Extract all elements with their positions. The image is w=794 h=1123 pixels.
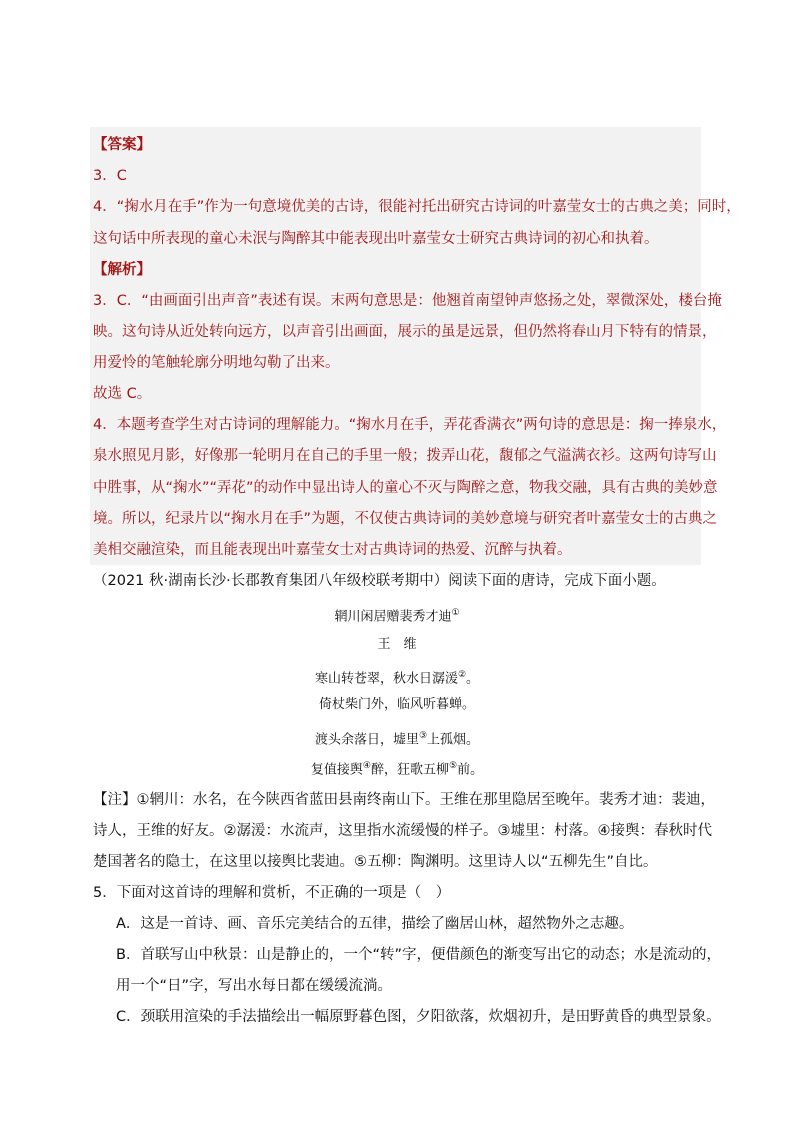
analysis-3-line: 3．C．“由画面引出声音”表述有误。末两句意思是：他翘首南望钟声悠扬之处，翠微深处，楼台掩 [93,293,722,309]
poem-text: 上孤烟。 [427,732,480,748]
poem-line-4 [0,757,794,779]
poem-line-2: 倚杖柴门外，临风听暮蝉。 [318,697,475,712]
analysis-heading: 【解析】 [93,262,151,278]
answer-4-line: 这句话中所表现的童心未泯与陶醉其中能表现出叶嘉莹女士研究古典诗词的初心和执着。 [93,231,659,247]
analysis-4-line: 境。所以，纪录片以“掬水月在手”为题，不仅使古典诗词的美妙意境与研究者叶嘉莹女士的古典之 [93,511,718,527]
answer-analysis-panel [90,127,701,565]
option-b-line: 用一个“日”字，写出水每日都在缓缓流淌。 [116,978,393,994]
analysis-3-conclusion: 故选 C。 [93,386,152,402]
footnote-marker: ② [457,670,467,680]
answer-4-line: 4．“掬水月在手”作为一句意境优美的古诗，很能衬托出研究古诗词的叶嘉莹女士的古典之美；同时， [93,199,741,215]
poem-text: 寒山转苍翠，秋水日潺湲 [314,671,458,687]
poem-line-1 [0,666,794,688]
poem-title [0,604,794,626]
footnote-marker: ⑤ [449,761,458,771]
analysis-4-line: 4．本题考查学生对古诗词的理解能力。“掬水月在手，弄花香满衣”两句诗的意思是：掬一捧泉水， [93,417,727,433]
option-a: A．这是一首诗、画、音乐完美结合的五律，描绘了幽居山林，超然物外之志趣。 [116,916,634,932]
poem-author: 王 维 [377,637,417,652]
answer-heading: 【答案】 [93,137,151,153]
analysis-4-line: 美相交融渲染，而且能表现出叶嘉莹女士对古典诗词的热爱、沉醉与执着。 [93,542,572,558]
poem-line-3 [0,727,794,749]
poem-text: 醉，狂歌五柳 [370,762,449,778]
notes-line: 楚国著名的隐士，在这里以接舆比裴迪。⑤五柳：陶渊明。这里诗人以“五柳先生”自比。 [93,854,658,870]
question-intro: （2021 秋·湖南长沙·长郡教育集团八年级校联考期中）阅读下面的唐诗，完成下面小题。 [93,573,666,589]
poem-text: 前。 [457,762,484,778]
option-b-line: B．首联写山中秋景：山是静止的，一个“转”字，便借颜色的渐变写出它的动态；水是流动的， [116,947,721,963]
analysis-3-line: 映。这句诗从近处转向远方，以声音引出画面，展示的虽是远景，但仍然将春山月下特有的情景， [93,324,717,340]
poem-title-text: 辋川闲居赠裴秀才迪 [334,609,452,625]
question-5-stem: 5．下面对这首诗的理解和赏析，不正确的一项是（ ） [93,885,451,901]
footnote-marker: ① [451,608,460,618]
footnote-marker: ④ [362,761,371,771]
analysis-4-line: 泉水照见月影，好像那一轮明月在自己的手里一般；拨弄山花，馥郁之气溢满衣衫。这两句诗写山 [93,448,717,464]
notes-line: 【注】①辋川：水名，在今陕西省蓝田县南终南山下。王维在那里隐居至晚年。裴秀才迪：裴迪， [93,792,715,808]
answer-3: 3．C [93,168,127,184]
analysis-4-line: 中胜事，从“掬水”“弄花”的动作中显出诗人的童心不灭与陶醉之意，物我交融，具有古典的美妙意 [93,480,718,496]
notes-line: 诗人，王维的好友。②潺湲：水流声，这里指水流缓慢的样子。③墟里：村落。④接舆：春秋时代 [93,823,712,839]
footnote-marker: ③ [418,731,428,741]
analysis-3-line: 用爱怜的笔触轮廓分明地勾勒了出来。 [93,355,340,371]
poem-text: 。 [466,671,480,687]
option-c: C．颈联用渲染的手法描绘出一幅原野暮色图，夕阳欲落，炊烟初升，是田野黄昏的典型景象。 [116,1009,721,1025]
poem-text: 渡头余落日，墟里 [314,732,419,748]
poem-text: 复值接舆 [310,762,363,778]
